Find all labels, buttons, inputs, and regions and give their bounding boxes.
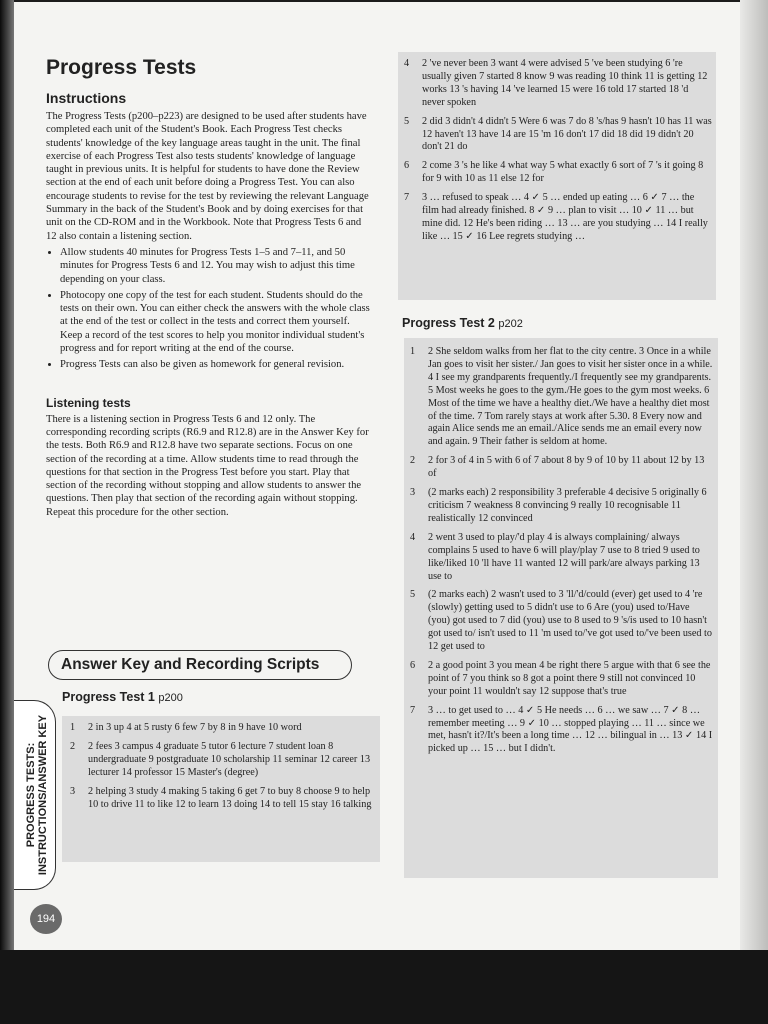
progress-test-2-title: Progress Test 2 — [402, 316, 495, 330]
answer-text: 2 She seldom walks from her flat to the city centre. 3 Once in a while Jan goes to visit her sister./ Jan goes to visit her sister once in a while. 4 I see my grandparents frequently./I frequently see my grandparents. 5 Most weeks he goes to the gym./He goes to the gym most weeks. 6 Most of the time we have a healthy diet./We have a healthy diet most of the time. 7 Tom rarely stays at work after 5.30. 8 Every now and again Alice sends me an email./Alice sends me an email every now and again. 9 Their father is seldom at home. — [428, 346, 713, 448]
answer-text: 2 a good point 3 you mean 4 be right there 5 argue with that 6 see the point of 7 you think so 8 got a point there 9 still not convinced 10 your point 11 wouldn't say 12 suppose that's true — [428, 659, 711, 697]
answer-number: 5 — [404, 115, 410, 127]
answer-key-heading: Answer Key and Recording Scripts — [61, 656, 320, 673]
answer-text: 2 did 3 didn't 4 didn't 5 Were 6 was 7 do 8 's/has 9 hasn't 10 has 11 was 12 haven't 13 have 14 are 15 'm 16 don't 17 did 18 did 19 didn't 20 don't 21 do — [422, 115, 712, 153]
answer-item — [410, 346, 714, 449]
instruction-bullet: • Photocopy one copy of the test for each student. Students should do the tests on their own. You can either check the answers with the whole class at the end of the test or collect in the tests and correct them yourself. Keep a record of the test scores to help you monitor individual student's progress and for report writing at the end of the course. — [60, 289, 372, 355]
answer-item — [404, 160, 712, 186]
progress-test-1-answers-continued — [398, 52, 716, 300]
answer-item — [70, 741, 374, 780]
progress-test-2-heading — [402, 316, 523, 330]
answer-number: 4 — [404, 58, 410, 69]
instructions-intro: The Progress Tests (p200–p223) are designed to be used after students have completed each unit of the Student's Book. Each Progress Test checks students' knowledge of the key language areas taught in the unit. The final exercise of each Progress Test also tests students' knowledge of language taught in previous units. It is helpful for students to have done the Review section at the end of each unit before doing a Progress Test. You can also encourage students to revise for the test by reviewing the relevant Language Summary in the back of the Student's Book and by doing exercises for that unit on the CD-ROM and in the Workbook. Note that Progress Tests 6 and 12 also contain a listening section. — [46, 111, 369, 242]
answer-item — [70, 722, 374, 735]
answer-number: 6 — [404, 160, 410, 172]
answer-text: (2 marks each) 2 wasn't used to 3 'll/'d/could (ever) get used to 4 're (slowly) getting used to 5 didn't use to 6 Are (you) used to/Have (you) got used to 7 did (you) use to 8 used to 9 's/is used to 10 hasn't got used to/ isn't used to 11 'm used to/'ve got used to/'ve been used to 12 get used to — [428, 589, 712, 653]
answer-number: 1 — [70, 722, 76, 733]
progress-test-2-page: p202 — [498, 318, 523, 330]
answer-text: 3 … refused to speak … 4 ✓ 5 … ended up eating … 6 ✓ 7 … the film had already finished. 8 ✓ 9 … plan to visit … 10 ✓ 11 … but mine did. 12 He's been riding … 13 … are you studying … 14 I really like … 15 ✓ 16 Lee regrets studying … — [422, 192, 708, 242]
side-tab-label: PROGRESS TESTS: INSTRUCTIONS/ANSWER KEY — [25, 714, 49, 876]
answer-text: 2 've never been 3 want 4 were advised 5 've been studying 6 're usually given 7 started 8 know 9 was reading 10 think 11 is getting 12 works 13 's having 14 've learned 15 were 16 told 17 started 18 'd never spoken — [422, 58, 708, 108]
page-number: 194 — [30, 904, 62, 934]
answer-text: 2 went 3 used to play/'d play 4 is always complaining/ always complains 5 used to have 6 will play/play 7 use to 8 tried 9 used to like/liked 10 'll have 11 wanted 12 will park/are always parking 13 use to — [428, 531, 700, 582]
answer-number: 5 — [410, 589, 416, 601]
answer-item — [404, 192, 712, 244]
answer-text: 2 in 3 up 4 at 5 rusty 6 few 7 by 8 in 9 have 10 word — [88, 722, 302, 733]
instruction-bullet: • Allow students 40 minutes for Progress Tests 1–5 and 7–11, and 50 minutes for Progress Tests 6 and 12. You may wish to adjust this time depending on your class. — [60, 246, 372, 286]
progress-test-1-answers — [62, 716, 380, 862]
side-tab — [14, 700, 56, 890]
progress-test-1-title: Progress Test 1 — [62, 690, 155, 704]
answer-text: 2 fees 3 campus 4 graduate 5 tutor 6 lecture 7 student loan 8 undergraduate 9 postgraduate 10 scholarship 11 seminar 12 career 13 lecturer 14 professor 15 Master's (degree) — [88, 740, 371, 778]
instructions-list — [46, 246, 372, 372]
answer-text: 3 … to get used to … 4 ✓ 5 He needs … 6 … we saw … 7 ✓ 8 … remember meeting … 9 ✓ 10 … stopped playing … 11 … since we met, hasn't it?/It's been a long time … 12 … bilingual in … 13 ✓ 14 I picked up … 15 … but I didn't. — [428, 704, 713, 755]
answer-text: 2 come 3 's he like 4 what way 5 what exactly 6 sort of 7 's it going 8 for 9 with 10 as 11 else 12 for — [422, 160, 704, 185]
progress-test-1-heading — [62, 690, 183, 704]
listening-body: There is a listening section in Progress Tests 6 and 12 only. The corresponding recording scripts (R6.9 and R12.8) are in the Answer Key for the tests. Both R6.9 and R12.8 have two separate sections. Focus on one section of the recording at a time. Allow students time to read through the questions for that section in the Progress Test before you start. Play that section of the recording without stopping and allow students to answer the questions. Then play that section of the recording again without stopping. Repeat this procedure for the other section. — [46, 413, 369, 518]
answer-item — [410, 705, 714, 757]
instructions-heading: Instructions — [46, 90, 127, 106]
listening-section — [46, 396, 372, 519]
answer-number: 2 — [410, 455, 416, 467]
page-title: Progress Tests — [46, 56, 197, 79]
answer-text: 2 for 3 of 4 in 5 with 6 of 7 about 8 by 9 of 10 by 11 about 12 by 13 of — [428, 455, 705, 480]
answer-item — [404, 116, 712, 155]
progress-test-2-answers — [404, 338, 718, 878]
answer-text: 2 helping 3 study 4 making 5 taking 6 get 7 to buy 8 choose 9 to help 10 to drive 11 to like 12 to learn 13 doing 14 to tell 15 stay 16 talking — [88, 785, 372, 810]
instruction-bullet: • Progress Tests can also be given as homework for general revision. — [60, 358, 372, 371]
answer-number: 4 — [410, 531, 416, 543]
answer-number: 3 — [410, 487, 416, 499]
answer-number: 3 — [70, 785, 76, 797]
answer-item — [410, 487, 714, 526]
answer-item — [404, 58, 712, 110]
scan-left-edge — [0, 0, 14, 950]
scan-background — [0, 950, 768, 1024]
answer-number: 2 — [70, 740, 76, 752]
answer-key-heading-box — [48, 650, 352, 680]
left-column — [46, 56, 372, 519]
answer-number: 7 — [410, 704, 416, 716]
answer-number: 7 — [404, 192, 410, 204]
answer-item — [410, 660, 714, 699]
answer-item — [410, 589, 714, 654]
answer-number: 1 — [410, 346, 416, 357]
answer-item — [70, 786, 374, 812]
answer-item — [410, 532, 714, 584]
answer-text: (2 marks each) 2 responsibility 3 preferable 4 decisive 5 originally 6 criticism 7 weakness 8 convincing 9 really 10 recognisable 11 realistically 12 convinced — [428, 487, 707, 524]
progress-test-1-page: p200 — [158, 692, 183, 704]
answer-number: 6 — [410, 659, 416, 671]
listening-heading: Listening tests — [46, 395, 131, 410]
answer-item — [410, 455, 714, 481]
page-curl — [740, 0, 768, 950]
